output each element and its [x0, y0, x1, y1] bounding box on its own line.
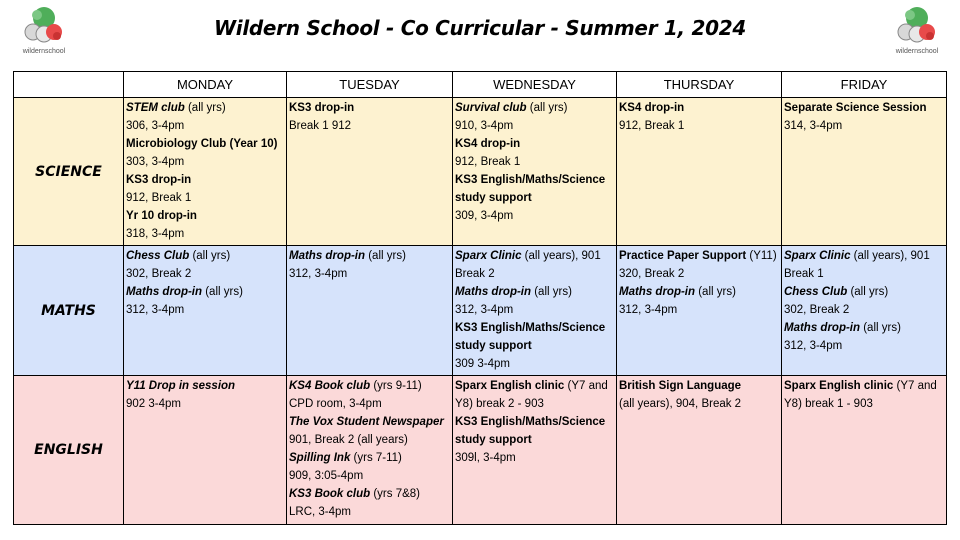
activity-detail: 912, Break 1	[455, 156, 521, 168]
activity-line	[289, 117, 450, 135]
activity-detail: (all yrs)	[365, 250, 406, 262]
activity-detail: Break 1 912	[289, 120, 352, 132]
activity-line	[289, 99, 450, 117]
activity-line	[289, 265, 450, 283]
subject-row-english	[14, 376, 947, 525]
activity-detail: 320, Break 2	[619, 268, 685, 280]
activity-line	[289, 485, 450, 503]
activity-line	[619, 117, 779, 135]
activity-detail: (all years), 904, Break 2	[619, 398, 742, 410]
activity-line	[126, 283, 284, 301]
activity-detail: (all yrs)	[526, 102, 568, 114]
activity-detail: 901, Break 2 (all years)	[289, 434, 408, 446]
schedule-cell	[124, 246, 287, 376]
logo-wordmark: wildernschool	[22, 48, 66, 55]
schedule-cell	[124, 98, 287, 246]
activity-detail: Y8) break 1 - 903	[784, 398, 873, 410]
activity-name: Maths drop-in	[455, 286, 532, 298]
activity-name: Microbiology Club (Year 10)	[126, 138, 278, 150]
activity-line	[126, 153, 284, 171]
activity-line	[455, 301, 614, 319]
activity-line	[289, 503, 450, 521]
subject-label: SCIENCE	[14, 98, 124, 246]
activity-line	[289, 247, 450, 265]
activity-detail: 910, 3-4pm	[455, 120, 514, 132]
activity-name: STEM club	[126, 102, 185, 114]
activity-line	[289, 377, 450, 395]
activity-line	[784, 377, 944, 395]
activity-line	[126, 301, 284, 319]
activity-name: Sparx English clinic	[455, 380, 565, 392]
activity-detail: 312, 3-4pm	[619, 304, 678, 316]
activity-line	[619, 283, 779, 301]
activity-line	[784, 247, 944, 265]
schedule-cell	[287, 246, 453, 376]
activity-line	[619, 395, 779, 413]
activity-line	[455, 189, 614, 207]
activity-line	[289, 431, 450, 449]
activity-line	[126, 265, 284, 283]
timetable	[13, 71, 947, 525]
activity-line	[126, 247, 284, 265]
subject-label: MATHS	[14, 246, 124, 376]
activity-line	[619, 301, 779, 319]
subject-label: ENGLISH	[14, 376, 124, 525]
activity-detail: (all yrs)	[184, 102, 226, 114]
activity-name: Yr 10 drop-in	[126, 210, 197, 222]
activity-detail: Break 1	[784, 268, 824, 280]
activity-name: KS3 English/Maths/Science	[455, 174, 606, 186]
activity-detail: (yrs 7&8)	[370, 488, 420, 500]
activity-name: Survival club	[455, 102, 527, 114]
activity-detail: 302, Break 2	[784, 304, 850, 316]
activity-detail: 306, 3-4pm	[126, 120, 185, 132]
activity-line	[289, 395, 450, 413]
activity-line	[126, 117, 284, 135]
activity-name: Maths drop-in	[784, 322, 861, 334]
activity-name: Chess Club	[784, 286, 848, 298]
activity-name: Chess Club	[126, 250, 190, 262]
activity-name: Maths drop-in	[289, 250, 366, 262]
activity-detail: 312, 3-4pm	[126, 304, 185, 316]
activity-line	[455, 207, 614, 225]
activity-name: KS3 drop-in	[126, 174, 192, 186]
activity-name: Y11 Drop in session	[126, 380, 236, 392]
activity-line	[784, 301, 944, 319]
activity-name: Maths drop-in	[619, 286, 696, 298]
activity-detail: 318, 3-4pm	[126, 228, 185, 240]
activity-name: Maths drop-in	[126, 286, 203, 298]
activity-line	[455, 99, 614, 117]
day-header: THURSDAY	[617, 72, 782, 98]
activity-line	[126, 135, 284, 153]
schedule-cell	[782, 376, 947, 525]
activity-detail: 309 3-4pm	[455, 358, 510, 370]
activity-line	[784, 283, 944, 301]
activity-line	[784, 319, 944, 337]
activity-line	[126, 171, 284, 189]
activity-line	[784, 99, 944, 117]
day-header: TUESDAY	[287, 72, 453, 98]
activity-detail: (all yrs)	[695, 286, 736, 298]
schedule-cell	[453, 376, 617, 525]
activity-line	[455, 153, 614, 171]
activity-line	[455, 413, 614, 431]
activity-detail: 909, 3:05-4pm	[289, 470, 364, 482]
activity-line	[289, 413, 450, 431]
schedule-cell	[287, 98, 453, 246]
activity-line	[455, 135, 614, 153]
activity-detail: (Y7 and	[564, 380, 608, 392]
activity-line	[619, 377, 779, 395]
activity-detail: 312, 3-4pm	[455, 304, 514, 316]
activity-line	[784, 265, 944, 283]
activity-detail: (all years), 901	[850, 250, 930, 262]
activity-detail: LRC, 3-4pm	[289, 506, 351, 518]
activity-line	[289, 467, 450, 485]
activity-line	[455, 355, 614, 373]
subject-row-maths	[14, 246, 947, 376]
activity-line	[289, 449, 450, 467]
schedule-cell	[617, 246, 782, 376]
activity-detail: 902 3-4pm	[126, 398, 181, 410]
activity-line	[126, 99, 284, 117]
activity-detail: (yrs 9-11)	[370, 380, 422, 392]
activity-detail: 309l, 3-4pm	[455, 452, 516, 464]
activity-name: study support	[455, 192, 532, 204]
activity-name: KS3 English/Maths/Science	[455, 416, 606, 428]
activity-name: KS3 Book club	[289, 488, 371, 500]
activity-name: Practice Paper Support	[619, 250, 747, 262]
activity-detail: (yrs 7-11)	[350, 452, 402, 464]
schedule-cell	[453, 98, 617, 246]
activity-line	[784, 117, 944, 135]
activity-line	[619, 265, 779, 283]
activity-detail: 912, Break 1	[126, 192, 192, 204]
activity-detail: 912, Break 1	[619, 120, 685, 132]
activity-line	[455, 117, 614, 135]
activity-name: KS3 drop-in	[289, 102, 355, 114]
activity-line	[455, 449, 614, 467]
activity-name: Separate Science Session	[784, 102, 927, 114]
activity-name: KS4 drop-in	[619, 102, 685, 114]
activity-line	[455, 337, 614, 355]
activity-detail: 314, 3-4pm	[784, 120, 843, 132]
activity-name: Sparx Clinic	[455, 250, 522, 262]
activity-line	[455, 247, 614, 265]
activity-line	[455, 171, 614, 189]
activity-detail: CPD room, 3-4pm	[289, 398, 382, 410]
activity-detail: (all yrs)	[847, 286, 889, 298]
activity-line	[784, 395, 944, 413]
activity-detail: (Y7 and	[893, 380, 937, 392]
day-header-row	[14, 72, 947, 98]
activity-name: study support	[455, 340, 532, 352]
schedule-cell	[782, 98, 947, 246]
activity-name: KS4 Book club	[289, 380, 371, 392]
activity-detail: 309, 3-4pm	[455, 210, 514, 222]
day-header: FRIDAY	[782, 72, 947, 98]
activity-line	[126, 207, 284, 225]
activity-line	[455, 319, 614, 337]
activity-name: Sparx English clinic	[784, 380, 894, 392]
activity-line	[126, 225, 284, 243]
activity-line	[126, 395, 284, 413]
activity-detail: (all yrs)	[189, 250, 231, 262]
activity-line	[455, 265, 614, 283]
activity-detail: Y8) break 2 - 903	[455, 398, 544, 410]
activity-detail: (all years), 901	[521, 250, 601, 262]
activity-name: The Vox Student Newspaper	[289, 416, 444, 428]
logo-wordmark: wildernschool	[895, 48, 939, 55]
day-header: MONDAY	[124, 72, 287, 98]
schedule-cell	[124, 376, 287, 525]
schedule-cell	[453, 246, 617, 376]
schedule-cell	[287, 376, 453, 525]
activity-name: British Sign Language	[619, 380, 742, 392]
schedule-cell	[782, 246, 947, 376]
activity-detail: Break 2	[455, 268, 495, 280]
activity-detail: (all yrs)	[860, 322, 901, 334]
schedule-cell	[617, 98, 782, 246]
day-header: WEDNESDAY	[453, 72, 617, 98]
activity-line	[455, 283, 614, 301]
activity-detail: (all yrs)	[202, 286, 243, 298]
activity-line	[619, 247, 779, 265]
activity-name: Spilling Ink	[289, 452, 351, 464]
activity-line	[455, 377, 614, 395]
activity-line	[455, 431, 614, 449]
subject-row-science	[14, 98, 947, 246]
activity-name: Sparx Clinic	[784, 250, 851, 262]
activity-name: KS3 English/Maths/Science	[455, 322, 606, 334]
schedule-cell	[617, 376, 782, 525]
activity-detail: 312, 3-4pm	[784, 340, 843, 352]
activity-detail: 303, 3-4pm	[126, 156, 185, 168]
activity-detail: (Y11)	[746, 250, 777, 262]
activity-line	[126, 189, 284, 207]
activity-line	[619, 99, 779, 117]
activity-name: study support	[455, 434, 532, 446]
activity-line	[784, 337, 944, 355]
activity-line	[455, 395, 614, 413]
corner-cell	[14, 72, 124, 98]
activity-detail: 312, 3-4pm	[289, 268, 348, 280]
activity-line	[126, 377, 284, 395]
activity-detail: 302, Break 2	[126, 268, 192, 280]
activity-name: KS4 drop-in	[455, 138, 521, 150]
activity-detail: (all yrs)	[531, 286, 572, 298]
page-title: Wildern School - Co Curricular - Summer 1, 2024	[214, 16, 746, 40]
